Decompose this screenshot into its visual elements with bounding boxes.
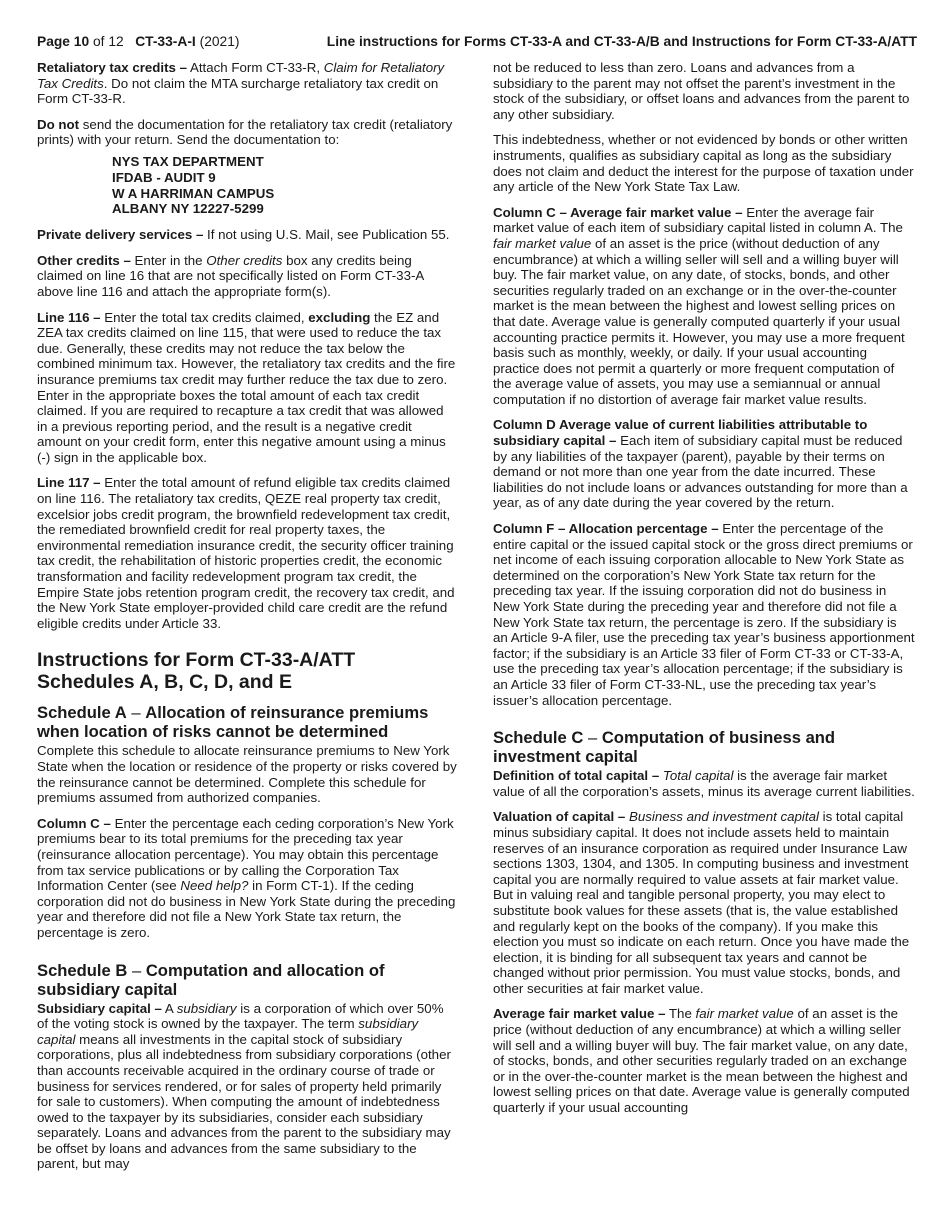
schedule-c-title: Computation of business and investment capital [493, 728, 836, 767]
schedule-a-prefix: Schedule A [37, 703, 127, 723]
donot-paragraph [37, 117, 457, 148]
colc-lead: Column C – Average fair market value – [493, 204, 743, 220]
schedule-a-colc-text-1: Enter the percentage each ceding corporation’s New York premiums bear to its total premiums for the preceding tax year (reinsurance allocation percentage). You may obtain this percentage from tax service publications or by calling the Corporation Tax Information Center (see [37, 815, 454, 894]
section-heading [37, 649, 457, 693]
cold-text: Each item of subsidiary capital must be reduced by any liabilities of the taxpayer (parent), payable by their terms on demand or not more than one year from the date incurred. These liabilities do not include loans or advances outstanding for more than a year, as of any date during the year covered by the return. [493, 433, 908, 511]
subsidiary-text-2: is a corporation of which over 50% of the voting stock is owned by the taxpayer. The term [37, 1000, 444, 1032]
private-text: If not using U.S. Mail, see Publication 55. [203, 227, 450, 243]
schedule-a-dash: – [126, 703, 146, 723]
left-column [37, 60, 457, 1182]
form-id: CT-33-A-I [135, 34, 196, 49]
address-line: NYS TAX DEPARTMENT [112, 153, 264, 169]
schedule-c-dash: – [583, 728, 602, 748]
line-117-paragraph [37, 475, 457, 631]
schedule-a-intro: Complete this schedule to allocate reinsurance premiums to New York State when the location or residence of the property or risks covered by the reinsurance cannot be determined. Complete this schedule for premiums assumed from authorized companies. [37, 743, 457, 806]
subsidiary-italic-2: subsidiary capital [37, 1016, 419, 1047]
subsidiary-capital-paragraph [37, 1001, 457, 1173]
schedule-a-title: Allocation of reinsurance premiums when location of risks cannot be determined [37, 703, 429, 742]
def-text: is the average fair market value of all the corporation’s assets, minus its average current liabilities. [493, 768, 915, 799]
schedule-b-dash: – [127, 960, 146, 980]
private-lead: Private delivery services – [37, 227, 204, 243]
total-capital-definition [493, 768, 915, 799]
schedule-a-colc-text-2: in Form CT-1). If the ceding corporation did not do business in New York State during the preceding year and therefore did not file a New York State tax return, the percentage is zero. [37, 878, 456, 940]
def-italic: Total capital [662, 768, 734, 784]
column-d-paragraph [493, 417, 915, 511]
line116-text-1: Enter the total tax credits claimed, [100, 309, 309, 325]
afmv-italic: fair market value [695, 1006, 794, 1022]
mailing-address [112, 154, 457, 217]
address-line: ALBANY NY 12227-5299 [112, 201, 264, 217]
column-f-paragraph [493, 521, 915, 708]
schedule-a-heading [37, 703, 457, 741]
valuation-of-capital [493, 809, 915, 996]
section-heading-line-2: Schedules A, B, C, D, and E [37, 671, 292, 694]
section-heading-line-1: Instructions for Form CT-33-A/ATT [37, 649, 356, 672]
colf-text: Enter the percentage of the entire capital or the issued capital stock or the gross direct premiums or net income of each issuing corporation allocable to New York State as determined on the corporation’s New York State tax return for the preceding tax year. If the issuing corporation did not do business in New York State during the preceding year and therefore did not file a New York State tax return, the percentage is zero. If the subsidiary is an Article 9-A filer, use the preceding tax year’s business apportionment factor; if the subsidiary is an Article 33 filer of Form CT-33 or CT-33-A, use the preceding tax year’s allocation percentage; if the subsidiary is an Article 33 filer of Form CT-33-NL, use the preceding tax year’s issuer’s allocation percentage. [493, 521, 915, 708]
other-text-2: box any credits being claimed on line 16 that are not specifically listed on Form CT-33-A above line 116 and attach the appropriate form(s). [37, 252, 424, 299]
schedule-a-colc-lead: Column C – [37, 815, 111, 831]
schedule-b-prefix: Schedule B [37, 960, 128, 980]
address-line: IFDAB - AUDIT 9 [112, 169, 216, 185]
schedule-a-colc-italic: Need help? [180, 878, 249, 894]
colc-text-2: of an asset is the price (without deduction of any encumbrance) at which a willing seller will sell and a willing buyer will buy. The fair market value, on any date, of stocks, bonds, and other securities regularly traded on an exchange or in the over-the-counter market is the mean between the highest and lowest selling prices on that date. Average value is generally computed quarterly if your usual accounting practice permits it. However, you may use a more frequent basis such as monthly, weekly, or daily. If your usual accounting practice does not permit a quarterly or more frequent computation of the average value of assets, you may use a semiannual or annual computation if no distortion of average fair market value results. [493, 235, 905, 407]
subsidiary-lead: Subsidiary capital – [37, 1000, 162, 1016]
retaliatory-form-title: Claim for Retaliatory Tax Credits [37, 60, 445, 91]
val-text: is total capital minus subsidiary capital. It does not include assets held to maintain reserves of an insurance corporation as required under Insurance Law sections 1303, 1304, and 1305. In computing business and investment capital you are normally required to value assets at fair market value. But in valuing real and tangible personal property, you may elect to substitute book values for these assets (that is, the value established and regularly kept on the books of the company). If you make this election you must so indicate on each return. Once you have made the election, it is binding for all subsequent tax years and cannot be changed without prior permission. You must value stocks, bonds, and other securities at fair market value. [493, 809, 910, 996]
form-year: (2021) [199, 34, 240, 49]
line116-lead: Line 116 – [37, 309, 101, 325]
schedule-c-prefix: Schedule C [493, 728, 584, 748]
retaliatory-lead: Retaliatory tax credits – [37, 60, 188, 75]
line116-text-2: the EZ and ZEA tax credits claimed on line 115, that were used to reduce the tax due. Generally, these credits may not reduce the tax below the combined minimum tax. However, the retaliatory tax credits and the fire insurance premiums tax credit may further reduce the tax due to zero. Enter in the appropriate boxes the total amount of each tax credit claimed. If you are required to recapture a tax credit that was allowed in a previous reporting period, and the result is a negative credit amount on your credit form, enter this negative amount using a minus (-) sign in the applicable box. [37, 309, 456, 465]
colc-text-1: Enter the average fair market value of each item of subsidiary capital listed in column A. The [493, 204, 903, 236]
header-title: Line instructions for Forms CT-33-A and CT-33-A/B and Instructions for Form CT-33-A/ATT [326, 34, 917, 49]
subsidiary-italic-1: subsidiary [176, 1000, 237, 1016]
private-delivery-paragraph [37, 227, 457, 243]
line117-lead: Line 117 – [37, 475, 101, 491]
val-lead: Valuation of capital – [493, 809, 626, 825]
page-of: of 12 [93, 34, 124, 49]
address-line: W A HARRIMAN CAMPUS [112, 185, 275, 201]
donot-text: send the documentation for the retaliatory tax credit (retaliatory prints) with your return. Send the documentation to: [37, 116, 453, 148]
colf-lead: Column F – Allocation percentage – [493, 521, 719, 537]
page-header [37, 34, 917, 54]
schedule-b-heading [37, 961, 457, 999]
val-italic: Business and investment capital [628, 809, 819, 825]
page-label: Page 10 [37, 34, 90, 49]
other-text-1: Enter in the [130, 252, 207, 268]
afmv-lead: Average fair market value – [493, 1006, 666, 1022]
schedule-b-title: Computation and allocation of subsidiary capital [37, 960, 385, 999]
schedule-a-column-c [37, 816, 457, 941]
subsidiary-text-3: means all investments in the capital stock of subsidiary corporations, plus all indebtedness from subsidiary corporations (other than accounts receivable acquired in the ordinary course of trade or business for services rendered, or for sales of property held primarily for sale to customers). When computing the amount of indebtedness owed to the taxpayer by its subsidiaries, consider each subsidiary separately. Loans and advances from the parent to the subsidiary may be offset by loans and advances from the same subsidiary to the parent, but may [37, 1031, 451, 1172]
colc-italic: fair market value [493, 235, 592, 251]
other-credits-paragraph [37, 253, 457, 300]
line-116-paragraph [37, 310, 457, 466]
donot-lead: Do not [37, 116, 80, 132]
other-lead: Other credits – [37, 252, 131, 268]
afmv-text-2: of an asset is the price (without deduction of any encumbrance) at which a willing seller will sell and a willing buyer will buy. The fair market value, on any date, of stocks, bonds, and other securities regularly traded on an exchange or in the over-the-counter market is the mean between the highest and lowest selling prices on that date. Average value is generally computed quarterly if your usual accounting [493, 1006, 910, 1116]
subsidiary-text-1: A [161, 1000, 177, 1016]
schedule-c-heading [493, 728, 915, 766]
page-number [37, 34, 239, 49]
right-column [493, 60, 915, 1126]
column-c-paragraph [493, 205, 915, 408]
line117-text: Enter the total amount of refund eligible tax credits claimed on line 116. The retaliatory tax credits, QEZE real property tax credit, excelsior jobs credit program, the brownfield redevelopment tax credit, the remediated brownfield credit for real property taxes, the environmental remediation insurance credit, the security officer training tax credit, the rehabilitation of historic properties credit, the economic transformation and facility redevelopment program tax credit, the Empire State jobs retention program credit, the recovery tax credit, and the New York State employer-provided child care credit are the refund eligible credits under Article 33. [37, 475, 455, 631]
retaliatory-text-1: Attach Form CT-33-R, [187, 60, 324, 75]
def-lead: Definition of total capital – [493, 768, 660, 784]
line116-bold: excluding [308, 309, 371, 325]
afmv-text-1: The [665, 1006, 696, 1022]
retaliatory-text-2: . Do not claim the MTA surcharge retaliatory tax credit on Form CT-33-R. [37, 75, 439, 107]
indebtedness-paragraph: This indebtedness, whether or not evidenced by bonds or other written instruments, qualifies as subsidiary capital as long as the subsidiary does not claim and deduct the interest for the purpose of taxation under any article of the New York State Tax Law. [493, 132, 914, 195]
average-fair-market-value [493, 1006, 915, 1115]
retaliatory-paragraph [37, 60, 457, 107]
continued-paragraph: not be reduced to less than zero. Loans and advances from a subsidiary to the parent may not offset the parent’s investment in the stock of the subsidiary, or offset loans and advances from the parent to any other subsidiary. [493, 60, 910, 122]
cold-lead: Column D Average value of current liabilities attributable to subsidiary capital – [493, 417, 868, 449]
other-italic: Other credits [206, 252, 283, 268]
